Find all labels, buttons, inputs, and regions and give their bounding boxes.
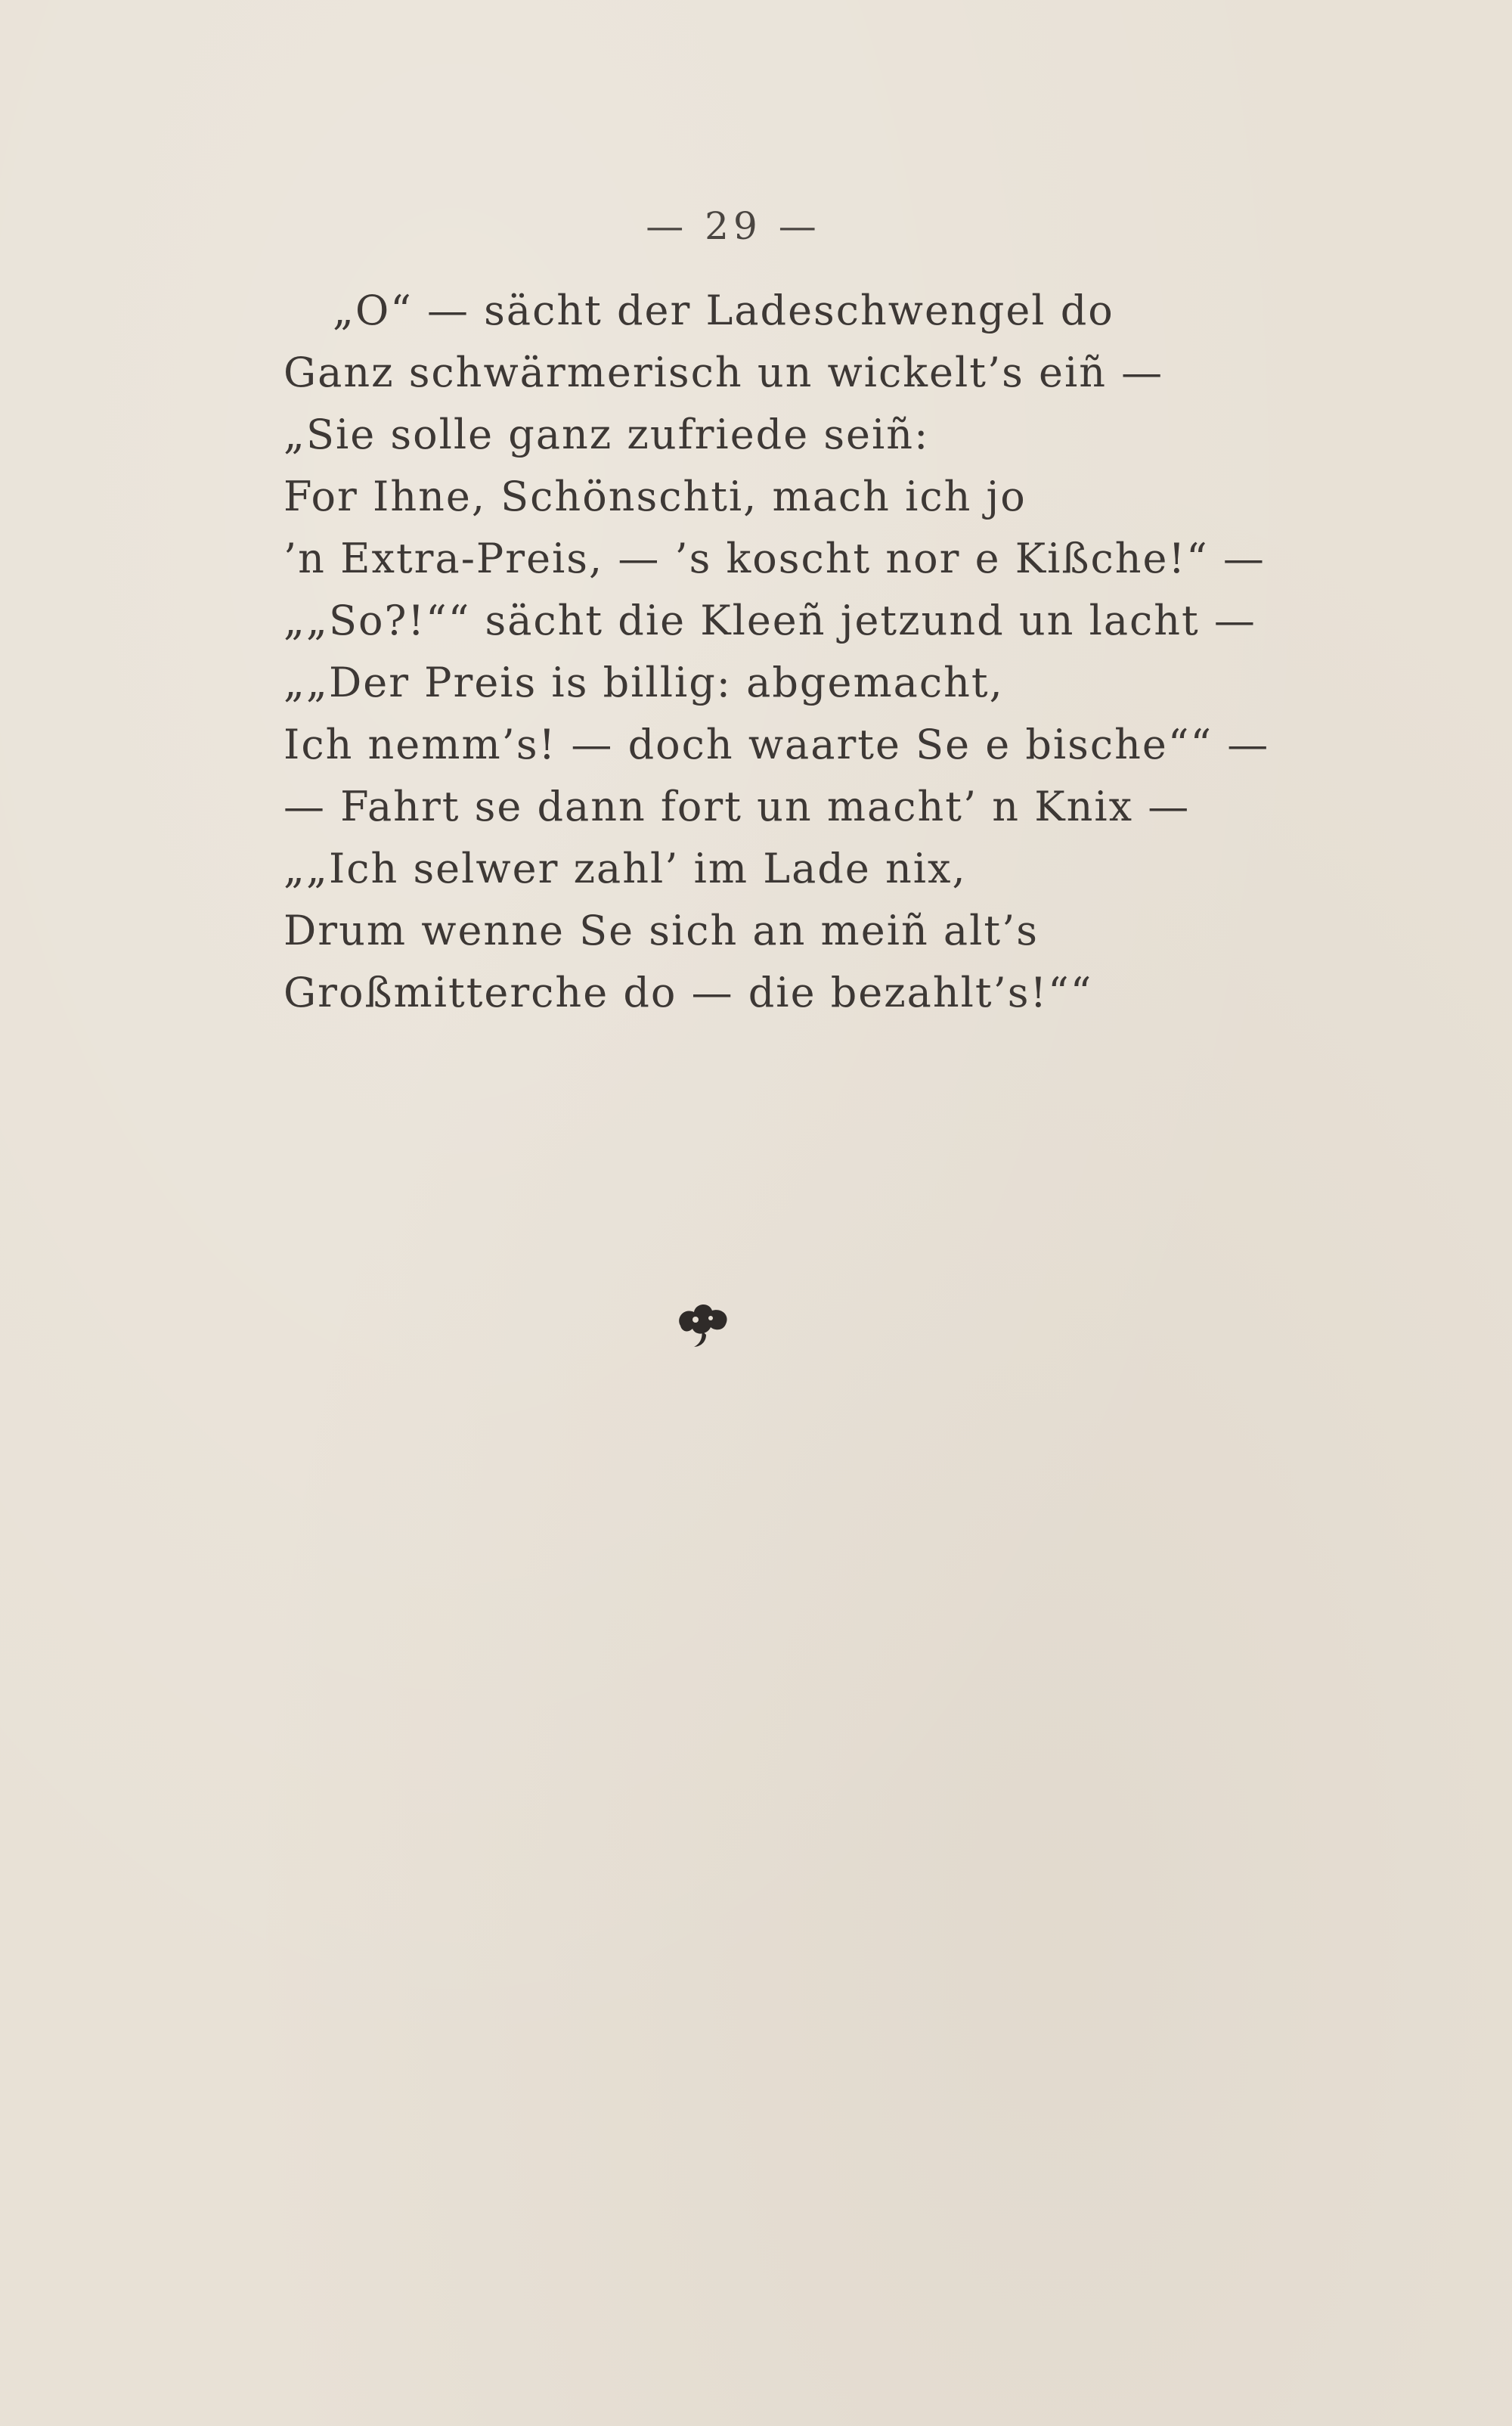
poem-line: — Fahrt se dann fort un macht’ n Knix — (284, 783, 1191, 830)
poem-line: „„Der Preis is billig: abgemacht, (284, 659, 1004, 706)
poem-line: „„So?!““ sächt die Kleeñ jetzund un lacht — (284, 597, 1256, 644)
poem-line: Ganz schwärmerisch un wickelt’s eiñ — (284, 349, 1164, 396)
poem-line: „„Ich selwer zahl’ im Lade nix, (284, 845, 967, 892)
fleuron-icon (673, 1297, 733, 1350)
poem-line: Ich nemm’s! — doch waarte Se e bische““ — (284, 721, 1270, 768)
poem-line: „O“ — sächt der Ladeschwengel do (333, 287, 1114, 334)
page-number: — 29 — (646, 204, 821, 248)
poem-line: Drum wenne Se sich an meiñ alt’s (284, 907, 1039, 954)
poem (284, 280, 1270, 1024)
poem-line: For Ihne, Schönschti, mach ich jo (284, 473, 1027, 520)
poem-line: ’n Extra-Preis, — ’s koscht nor e Kißche!“ — (284, 535, 1266, 582)
poem-line: „Sie solle ganz zufriede seiñ: (284, 411, 930, 458)
poem-line: Großmitterche do — die bezahlt’s!““ (284, 969, 1093, 1016)
